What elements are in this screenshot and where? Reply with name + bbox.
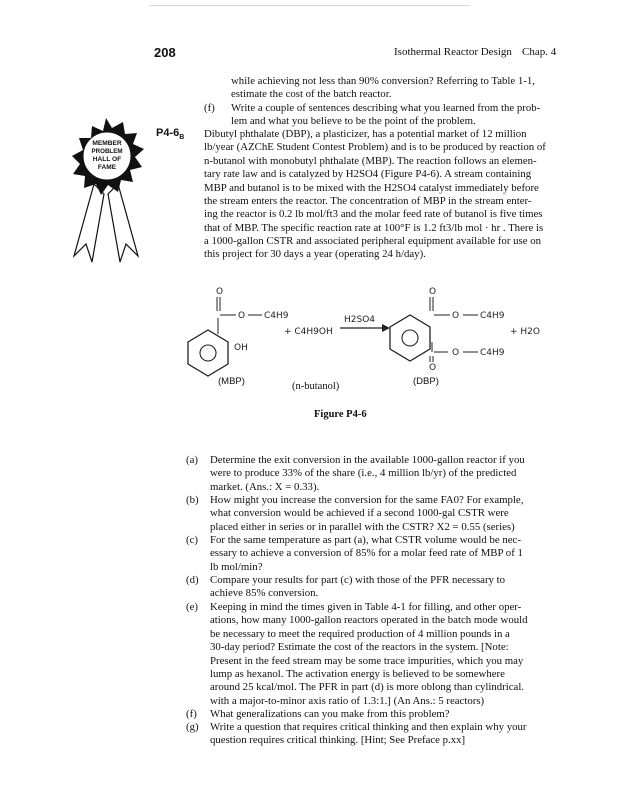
part-g-label: (g) bbox=[186, 721, 199, 733]
mbp-carbonyl-o: O bbox=[216, 287, 224, 297]
badge-line-2: PROBLEM bbox=[91, 148, 123, 155]
problem-line: lb/year (AZChE Student Contest Problem) and is to be produced by reaction of bbox=[204, 141, 546, 153]
dbp-benzene-ring bbox=[390, 315, 430, 361]
badge-line-3: HALL OF bbox=[92, 156, 122, 163]
problem-line: tary rate law and is catalyzed by H2SO4 (Figure P4-6). A stream containing bbox=[204, 168, 532, 180]
figure-caption: Figure P4-6 bbox=[314, 409, 367, 420]
badge-line-1: MEMBER bbox=[92, 140, 122, 147]
part-c-label: (c) bbox=[186, 534, 198, 546]
part-e-text: Keeping in mind the times given in Table 4-1 for filling, and other oper- ations, how many 1000-gallon reactors operated in the batch mode would be necessary to meet the required production of 4 million pounds in a 30-day period? Estimate the cost of the reactors in the system. [Note: Present in the feed stream may be some trace impurities, which you may lump as hexanol. The activation energy is believed to be somewhere around 25 kcal/mol. The PFR in part (d) is more oblong than cylindrical. with a major-to-minor axis ratio of 1.3:1.] (An Ans.: 5 reactors) bbox=[210, 601, 528, 707]
part-d-label: (d) bbox=[186, 574, 199, 586]
dbp-top-butyl: C4H9 bbox=[480, 311, 505, 321]
hall-of-fame-ribbon-icon bbox=[56, 116, 158, 266]
problem-line: MBP and butanol is to be mixed with the H2SO4 catalyst immediately before bbox=[204, 182, 539, 194]
mbp-ester-o: O bbox=[238, 311, 246, 321]
problem-line: this project for 30 days a year (operating 24 h/day). bbox=[204, 248, 426, 260]
part-g-text: Write a question that requires critical thinking and then explain why your question requires critical thinking. [Hint; See Preface p.xx] bbox=[210, 721, 527, 747]
problem-line: that of MBP. The specific reaction rate at 100°F is 1.2 ft3/lb mol · hr . There is bbox=[204, 222, 544, 234]
problem-line: Dibutyl phthalate (DBP), a plasticizer, has a potential market of 12 million bbox=[204, 128, 527, 140]
label-dbp: (DBP) bbox=[413, 376, 439, 387]
label-butanol: (n-butanol) bbox=[292, 381, 340, 392]
mbp-butyl: C4H9 bbox=[264, 311, 289, 321]
water-formula: + H2O bbox=[510, 327, 540, 337]
butanol-formula: + C4H9OH bbox=[284, 327, 333, 337]
dbp-top-carbonyl-o: O bbox=[429, 287, 437, 297]
badge-line-4: FAME bbox=[97, 164, 117, 171]
problem-line: the stream enters the reactor. The concentration of MBP in the stream enter- bbox=[204, 195, 532, 207]
dbp-bottom-carbonyl-o: O bbox=[429, 363, 437, 373]
part-a-label: (a) bbox=[186, 454, 198, 466]
part-f-label: (f) bbox=[186, 708, 197, 720]
problem-line: a 1000-gallon CSTR and associated peripheral equipment available for use on bbox=[204, 235, 542, 247]
continuation-line-2: estimate the cost of the batch reactor. bbox=[231, 88, 392, 100]
part-e-label: (e) bbox=[186, 601, 198, 613]
running-head-chapter: Chap. 4 bbox=[522, 46, 557, 58]
mbp-oh: OH bbox=[234, 343, 248, 353]
part-b-label: (b) bbox=[186, 494, 199, 506]
problem-number: $P4-6_B$ bbox=[156, 127, 185, 142]
dbp-top-ester-o: O bbox=[452, 311, 460, 321]
part-b-text: How might you increase the conversion for the same FA0? For example, what conversion would be achieved if a second 1000-gal CSTR were placed either in series or in parallel with the CSTR? X2 = 0.55 (series) bbox=[210, 494, 524, 533]
continuation-line-1: while achieving not less than 90% conversion? Referring to Table 1-1, bbox=[231, 75, 535, 87]
part-c-text: For the same temperature as part (a), what CSTR volume would be nec- essary to achieve a conversion of 85% for a molar feed rate of MBP of 1 lb mol/min? bbox=[210, 534, 523, 573]
part-a-text: Determine the exit conversion in the available 1000-gallon reactor if you were to produce 33% of the share (i.e., 4 million lb/yr) of the predicted market. (Ans.: X = 0.33). bbox=[210, 454, 525, 493]
page-number: 208 bbox=[154, 45, 176, 60]
prev-part-f-line-2: lem and what you believe to be the point of the problem. bbox=[231, 115, 476, 127]
catalyst-label: H2SO4 bbox=[344, 315, 376, 325]
part-d-text: Compare your results for part (c) with those of the PFR necessary to achieve 85% conversion. bbox=[210, 574, 506, 600]
top-rule bbox=[150, 5, 470, 6]
dbp-bottom-butyl: C4H9 bbox=[480, 348, 505, 358]
dbp-bottom-ester-o: O bbox=[452, 348, 460, 358]
problem-line: ing the reactor is 0.2 lb mol/ft3 and the molar feed rate of butanol is five times bbox=[204, 208, 543, 220]
running-head-title: Isothermal Reactor Design bbox=[394, 46, 512, 58]
mbp-benzene-ring bbox=[188, 330, 228, 376]
prev-part-f-label: (f) bbox=[204, 102, 215, 114]
problem-line: n-butanol with monobutyl phthalate (MBP). The reaction follows an elemen- bbox=[204, 155, 537, 167]
reaction-arrow-icon bbox=[382, 324, 390, 332]
prev-part-f-line-1: Write a couple of sentences describing what you learned from the prob- bbox=[231, 102, 541, 114]
part-f-text: What generalizations can you make from this problem? bbox=[210, 708, 450, 720]
label-mbp: (MBP) bbox=[218, 376, 245, 387]
